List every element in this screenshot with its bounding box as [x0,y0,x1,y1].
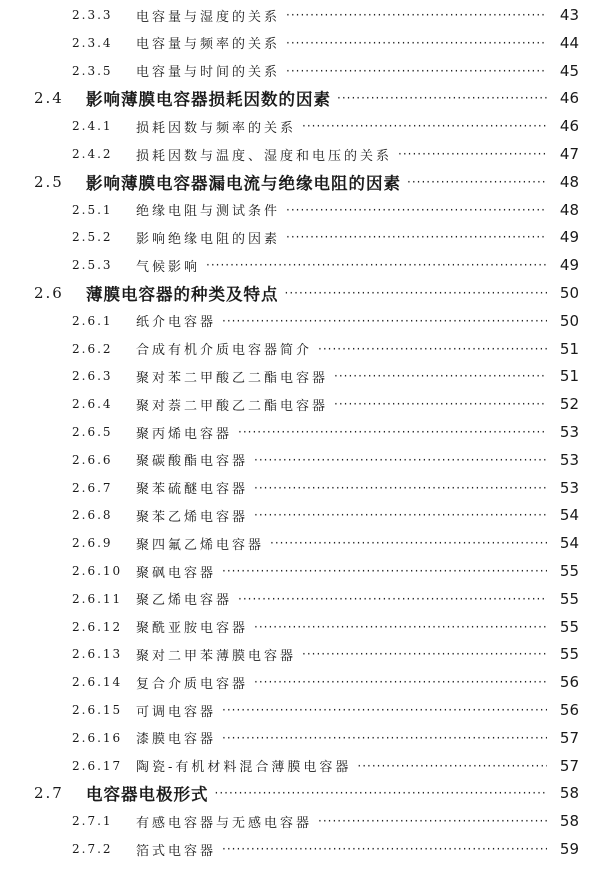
dot-leader [254,508,547,522]
entry-title: 聚乙烯电容器 [136,593,233,609]
toc-subsection-entry [0,502,593,528]
entry-title: 复合介质电容器 [136,676,249,692]
dot-leader [222,314,547,328]
toc-section-entry [0,780,593,806]
dot-leader [254,675,547,689]
entry-page-number: 48 [559,200,579,219]
entry-number: 2.6.3 [72,369,113,384]
entry-title: 聚对二甲苯薄膜电容器 [136,648,297,664]
toc-subsection-entry [0,197,593,223]
dot-leader [398,147,547,161]
toc-subsection-entry [0,391,593,417]
toc-subsection-entry [0,447,593,473]
toc-subsection-entry [0,252,593,278]
entry-page-number: 46 [559,89,579,108]
entry-number: 2.6.10 [72,564,123,578]
entry-number: 2.7.1 [72,814,113,829]
entry-page-number: 46 [559,117,579,136]
entry-number: 2.6.1 [72,313,113,328]
dot-leader [206,258,547,272]
dot-leader [286,36,547,50]
entry-page-number: 58 [559,784,579,803]
toc-subsection-entry [0,641,593,667]
entry-title: 合成有机介质电容器简介 [136,343,313,359]
entry-title: 影响绝缘电阻的因素 [136,231,281,247]
entry-page-number: 58 [559,812,579,831]
entry-page-number: 45 [559,61,579,80]
dot-leader [254,481,547,495]
toc-subsection-entry [0,113,593,139]
toc-subsection-entry [0,558,593,584]
entry-title: 箔式电容器 [136,843,217,859]
entry-page-number: 55 [559,589,579,608]
entry-page-number: 55 [559,645,579,664]
entry-page-number: 48 [559,172,579,191]
toc-subsection-entry [0,30,593,56]
dot-leader [334,369,547,383]
entry-number: 2.6.4 [72,397,113,412]
entry-title: 陶瓷-有机材料混合薄膜电容器 [136,760,352,776]
entry-title: 影响薄膜电容器损耗因数的因素 [86,90,331,110]
toc-subsection-entry [0,697,593,723]
entry-page-number: 55 [559,562,579,580]
entry-title: 有感电容器与无感电容器 [136,815,313,831]
entry-title: 影响薄膜电容器漏电流与绝缘电阻的因素 [86,173,401,193]
entry-page-number: 47 [559,145,579,163]
entry-title: 损耗因数与频率的关系 [136,120,297,136]
entry-title: 聚碳酸酯电容器 [136,454,249,470]
entry-number: 2.6.6 [72,452,113,467]
toc-subsection-entry [0,336,593,362]
toc-subsection-entry [0,224,593,250]
entry-page-number: 52 [559,395,579,414]
entry-number: 2.6.5 [72,425,113,439]
entry-page-number: 53 [559,423,579,441]
entry-page-number: 54 [559,506,579,525]
dot-leader [222,842,547,856]
entry-page-number: 59 [559,840,579,858]
entry-number: 2.6.15 [72,703,123,717]
toc-subsection-entry [0,669,593,695]
entry-number: 2.5.1 [72,202,113,217]
toc-subsection-entry [0,614,593,640]
entry-number: 2.6 [34,284,64,302]
dot-leader [286,203,547,217]
entry-number: 2.3.4 [72,35,113,50]
dot-leader [286,230,547,244]
entry-page-number: 49 [559,228,579,247]
dot-leader [407,175,547,189]
dot-leader [215,786,548,800]
entry-number: 2.6.7 [72,480,113,495]
dot-leader [254,453,547,467]
dot-leader [222,703,547,717]
dot-leader [337,91,547,105]
entry-page-number: 57 [559,756,579,775]
entry-page-number: 54 [559,534,579,553]
entry-title: 聚砜电容器 [136,565,217,581]
entry-title: 气候影响 [136,259,201,275]
toc-subsection-entry [0,475,593,501]
dot-leader [286,8,547,22]
toc-subsection-entry [0,419,593,445]
dot-leader [222,564,547,578]
entry-number: 2.6.13 [72,647,123,662]
entry-title: 薄膜电容器的种类及特点 [86,285,279,304]
entry-page-number: 53 [559,450,579,469]
entry-title: 绝缘电阻与测试条件 [136,204,281,220]
dot-leader [238,425,547,439]
entry-number: 2.5.3 [72,258,113,273]
entry-page-number: 57 [559,728,579,747]
entry-title: 聚丙烯电容器 [136,426,233,442]
entry-title: 聚对萘二甲酸乙二酯电容器 [136,398,329,414]
dot-leader [286,64,547,78]
entry-number: 2.7 [34,784,64,803]
entry-page-number: 50 [559,311,579,330]
dot-leader [318,814,547,828]
dot-leader [357,759,547,773]
entry-title: 聚四氟乙烯电容器 [136,537,265,553]
entry-title: 可调电容器 [136,704,217,720]
dot-leader [238,592,547,606]
entry-number: 2.3.3 [72,8,113,22]
entry-title: 聚苯硫醚电容器 [136,482,249,498]
toc-subsection-entry [0,530,593,556]
entry-number: 2.6.8 [72,508,113,523]
entry-number: 2.6.16 [72,730,123,745]
entry-page-number: 51 [559,339,579,358]
dot-leader [302,119,547,133]
entry-title: 纸介电容器 [136,315,217,331]
entry-number: 2.6.12 [72,619,123,634]
entry-page-number: 49 [559,256,579,275]
dot-leader [254,620,547,634]
toc-section-entry [0,280,593,306]
dot-leader [318,342,547,356]
toc-section-entry [0,169,593,195]
entry-title: 聚对苯二甲酸乙二酯电容器 [136,370,329,386]
toc-subsection-entry [0,363,593,389]
entry-title: 电容器电极形式 [86,785,209,805]
entry-number: 2.5 [34,172,64,191]
entry-title: 电容量与频率的关系 [136,37,281,53]
entry-page-number: 56 [559,701,579,719]
entry-page-number: 51 [559,367,579,386]
entry-number: 2.6.11 [72,591,123,606]
entry-number: 2.7.2 [72,842,113,856]
toc-subsection-entry [0,141,593,167]
dot-leader [302,647,547,661]
toc-subsection-entry [0,808,593,834]
toc-subsection-entry [0,753,593,779]
entry-title: 电容量与时间的关系 [136,65,281,81]
entry-number: 2.6.2 [72,341,113,356]
toc-subsection-entry [0,586,593,612]
toc-subsection-entry [0,725,593,751]
toc-subsection-entry [0,308,593,334]
entry-number: 2.4 [34,89,64,108]
dot-leader [222,731,547,745]
dot-leader [270,536,547,550]
toc-section-entry [0,85,593,111]
entry-page-number: 55 [559,617,579,636]
entry-title: 损耗因数与温度、湿度和电压的关系 [136,148,393,164]
entry-page-number: 56 [559,673,579,692]
entry-number: 2.5.2 [72,230,113,245]
dot-leader [334,397,547,411]
dot-leader [285,286,548,300]
entry-number: 2.6.17 [72,758,123,773]
toc-subsection-entry [0,2,593,28]
entry-title: 电容量与湿度的关系 [136,9,281,25]
entry-page-number: 43 [559,6,579,24]
entry-page-number: 50 [559,284,579,302]
entry-page-number: 44 [559,33,579,52]
entry-number: 2.4.1 [72,119,113,134]
toc-subsection-entry [0,836,593,862]
entry-title: 漆膜电容器 [136,732,217,748]
toc-subsection-entry [0,58,593,84]
entry-number: 2.3.5 [72,63,113,78]
entry-title: 聚苯乙烯电容器 [136,509,249,525]
entry-page-number: 53 [559,478,579,497]
entry-number: 2.6.9 [72,536,113,551]
entry-number: 2.6.14 [72,675,123,690]
entry-number: 2.4.2 [72,147,113,161]
entry-title: 聚酰亚胺电容器 [136,621,249,637]
